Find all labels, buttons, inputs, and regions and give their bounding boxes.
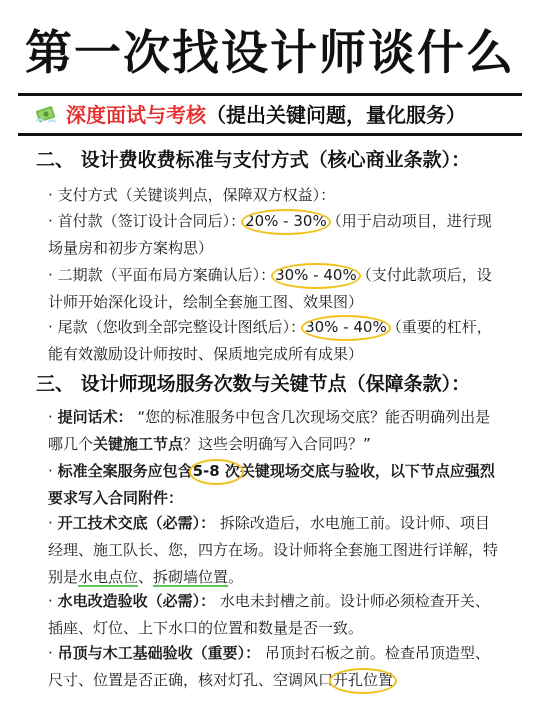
list-item: · 吊顶与木工基础验收（重要）： 吊顶封石板之前。检查吊顶造型、尺寸、位置是否正确，核对灯孔、空调风口开孔位置 <box>48 640 500 694</box>
list-item: · 尾款（您收到全部完整设计图纸后）：30% - 40% （重要的杠杆，能有效激励设计师按时、保质地完成所有成果） <box>48 314 500 368</box>
highlight-oval: 开孔位置 <box>333 667 393 694</box>
highlight-oval: 30% - 40% <box>275 262 357 289</box>
list-item: · 水电改造验收（必需）： 水电未封槽之前。设计师必须检查开关、插座、灯位、上下水口的位置和数量是否一致。 <box>48 592 490 637</box>
highlight-oval: 5-8 次 <box>193 458 240 485</box>
list-item: · 二期款（平面布局方案确认后）：30% - 40% （支付此款项后，设计师开始深化设计，绘制全套施工图、效果图） <box>48 262 500 316</box>
list-item: · 开工技术交底（必需）： 拆除改造后，水电施工前。设计师、项目经理、施工队长、您，四方在场。设计师将全套施工图进行详解，特别是水电点位、拆砌墙位置。 <box>48 514 499 586</box>
underline-water-electric: 水电点位 <box>78 568 139 586</box>
page-title: 第一次找设计师谈什么 <box>25 26 515 81</box>
list-item: · 提问话术： “您的标准服务中包含几次现场交底？能否明确列出是哪几个关键施工节点？这些会明确写入合同吗？” <box>48 408 491 453</box>
subtitle-red: 深度面试与考核 <box>66 103 206 127</box>
item-text: 支付方式（关键谈判点，保障双方权益）： <box>57 186 336 204</box>
section-2-heading: 二、 设计费收费标准与支付方式（核心商业条款）： <box>36 149 471 171</box>
underline-wall: 拆砌墙位置 <box>153 568 229 586</box>
subtitle-note: （提出关键问题，量化服务） <box>206 103 466 127</box>
list-item: · 标准全案服务应包含5-8 次 关键现场交底与验收，以下节点应强烈要求写入合同附件： <box>48 458 500 512</box>
money-with-wings-icon <box>34 102 58 124</box>
highlight-oval: 30% - 40% <box>305 314 387 341</box>
subtitle <box>34 99 466 131</box>
list-item: · 首付款（签订设计合同后）：20% - 30% （用于启动项目，进行现场量房和初步方案构思） <box>48 208 500 262</box>
subtitle-divider <box>18 133 522 136</box>
section-3-heading: 三、 设计师现场服务次数与关键节点（保障条款）： <box>36 373 471 395</box>
list-item: · 支付方式（关键谈判点，保障双方权益）： <box>48 186 336 204</box>
title-divider-top <box>18 93 522 96</box>
highlight-oval: 20% - 30% <box>245 208 327 235</box>
